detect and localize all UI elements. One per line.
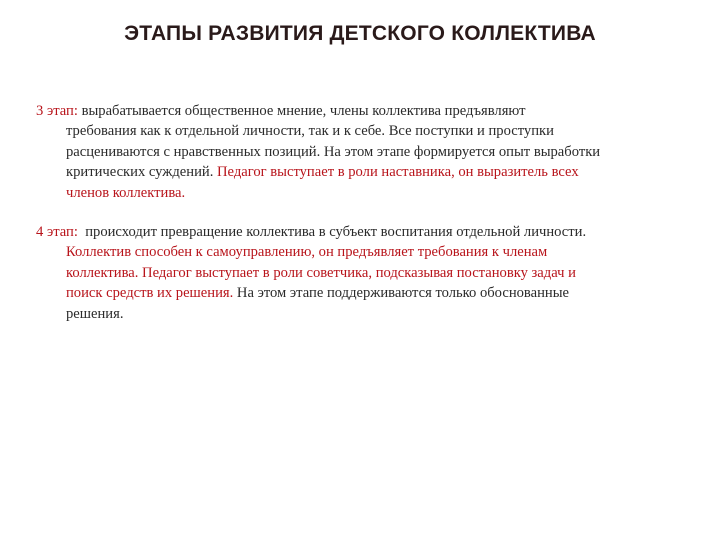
stage-4-text-1: происходит превращение коллектива в субъект воспитания отдельной личности. bbox=[85, 224, 587, 240]
stage-3-line-5 bbox=[36, 183, 696, 203]
stage-3-line-3 bbox=[36, 142, 696, 162]
stage-4-text-4: На этом этапе поддерживаются только обоснованные bbox=[233, 285, 570, 302]
stage-4-line-3 bbox=[36, 263, 696, 283]
stage-3-line-1 bbox=[36, 101, 696, 121]
stage-4-text-4-red: поиск средств их решения. bbox=[66, 285, 234, 302]
stage-3-text-3: расцениваются с нравственных позиций. На этом этапе формируется опыт выработки bbox=[66, 143, 601, 160]
stage-4-line-1 bbox=[36, 222, 696, 242]
stage-3-text-4: критических суждений. bbox=[66, 164, 217, 181]
stage-4-line-2 bbox=[36, 242, 696, 262]
stage-4-line-4 bbox=[36, 283, 696, 303]
stage-3-teacher-role: Педагог выступает в роли наставника, он выразитель всех bbox=[217, 164, 579, 181]
stage-3-label: 3 этап: bbox=[36, 103, 78, 119]
stage-4-text-3: коллектива. Педагог выступает в роли советчика, подсказывая постановку задач и bbox=[66, 264, 576, 281]
stage-4-line-5 bbox=[36, 304, 696, 324]
stage-3-line-4 bbox=[36, 162, 696, 182]
stage-3-line-2 bbox=[36, 121, 696, 141]
stage-3-text-1: вырабатывается общественное мнение, члены коллектива предъявляют bbox=[81, 103, 526, 119]
stage-4-label: 4 этап: bbox=[36, 224, 78, 240]
stage-4-text-2: Коллектив способен к самоуправлению, он предъявляет требования к членам bbox=[66, 244, 548, 261]
stage-4-text-5: решения. bbox=[66, 305, 124, 322]
stage-3-paragraph bbox=[36, 101, 696, 203]
stage-3-text-2: требования как к отдельной личности, так и к себе. Все поступки и проступки bbox=[66, 123, 554, 140]
slide-title bbox=[0, 22, 720, 46]
slide-title-text: ЭТАПЫ РАЗВИТИЯ ДЕТСКОГО КОЛЛЕКТИВА bbox=[124, 22, 596, 45]
stage-4-paragraph bbox=[36, 222, 696, 324]
stage-3-text-5: членов коллектива. bbox=[66, 184, 186, 201]
